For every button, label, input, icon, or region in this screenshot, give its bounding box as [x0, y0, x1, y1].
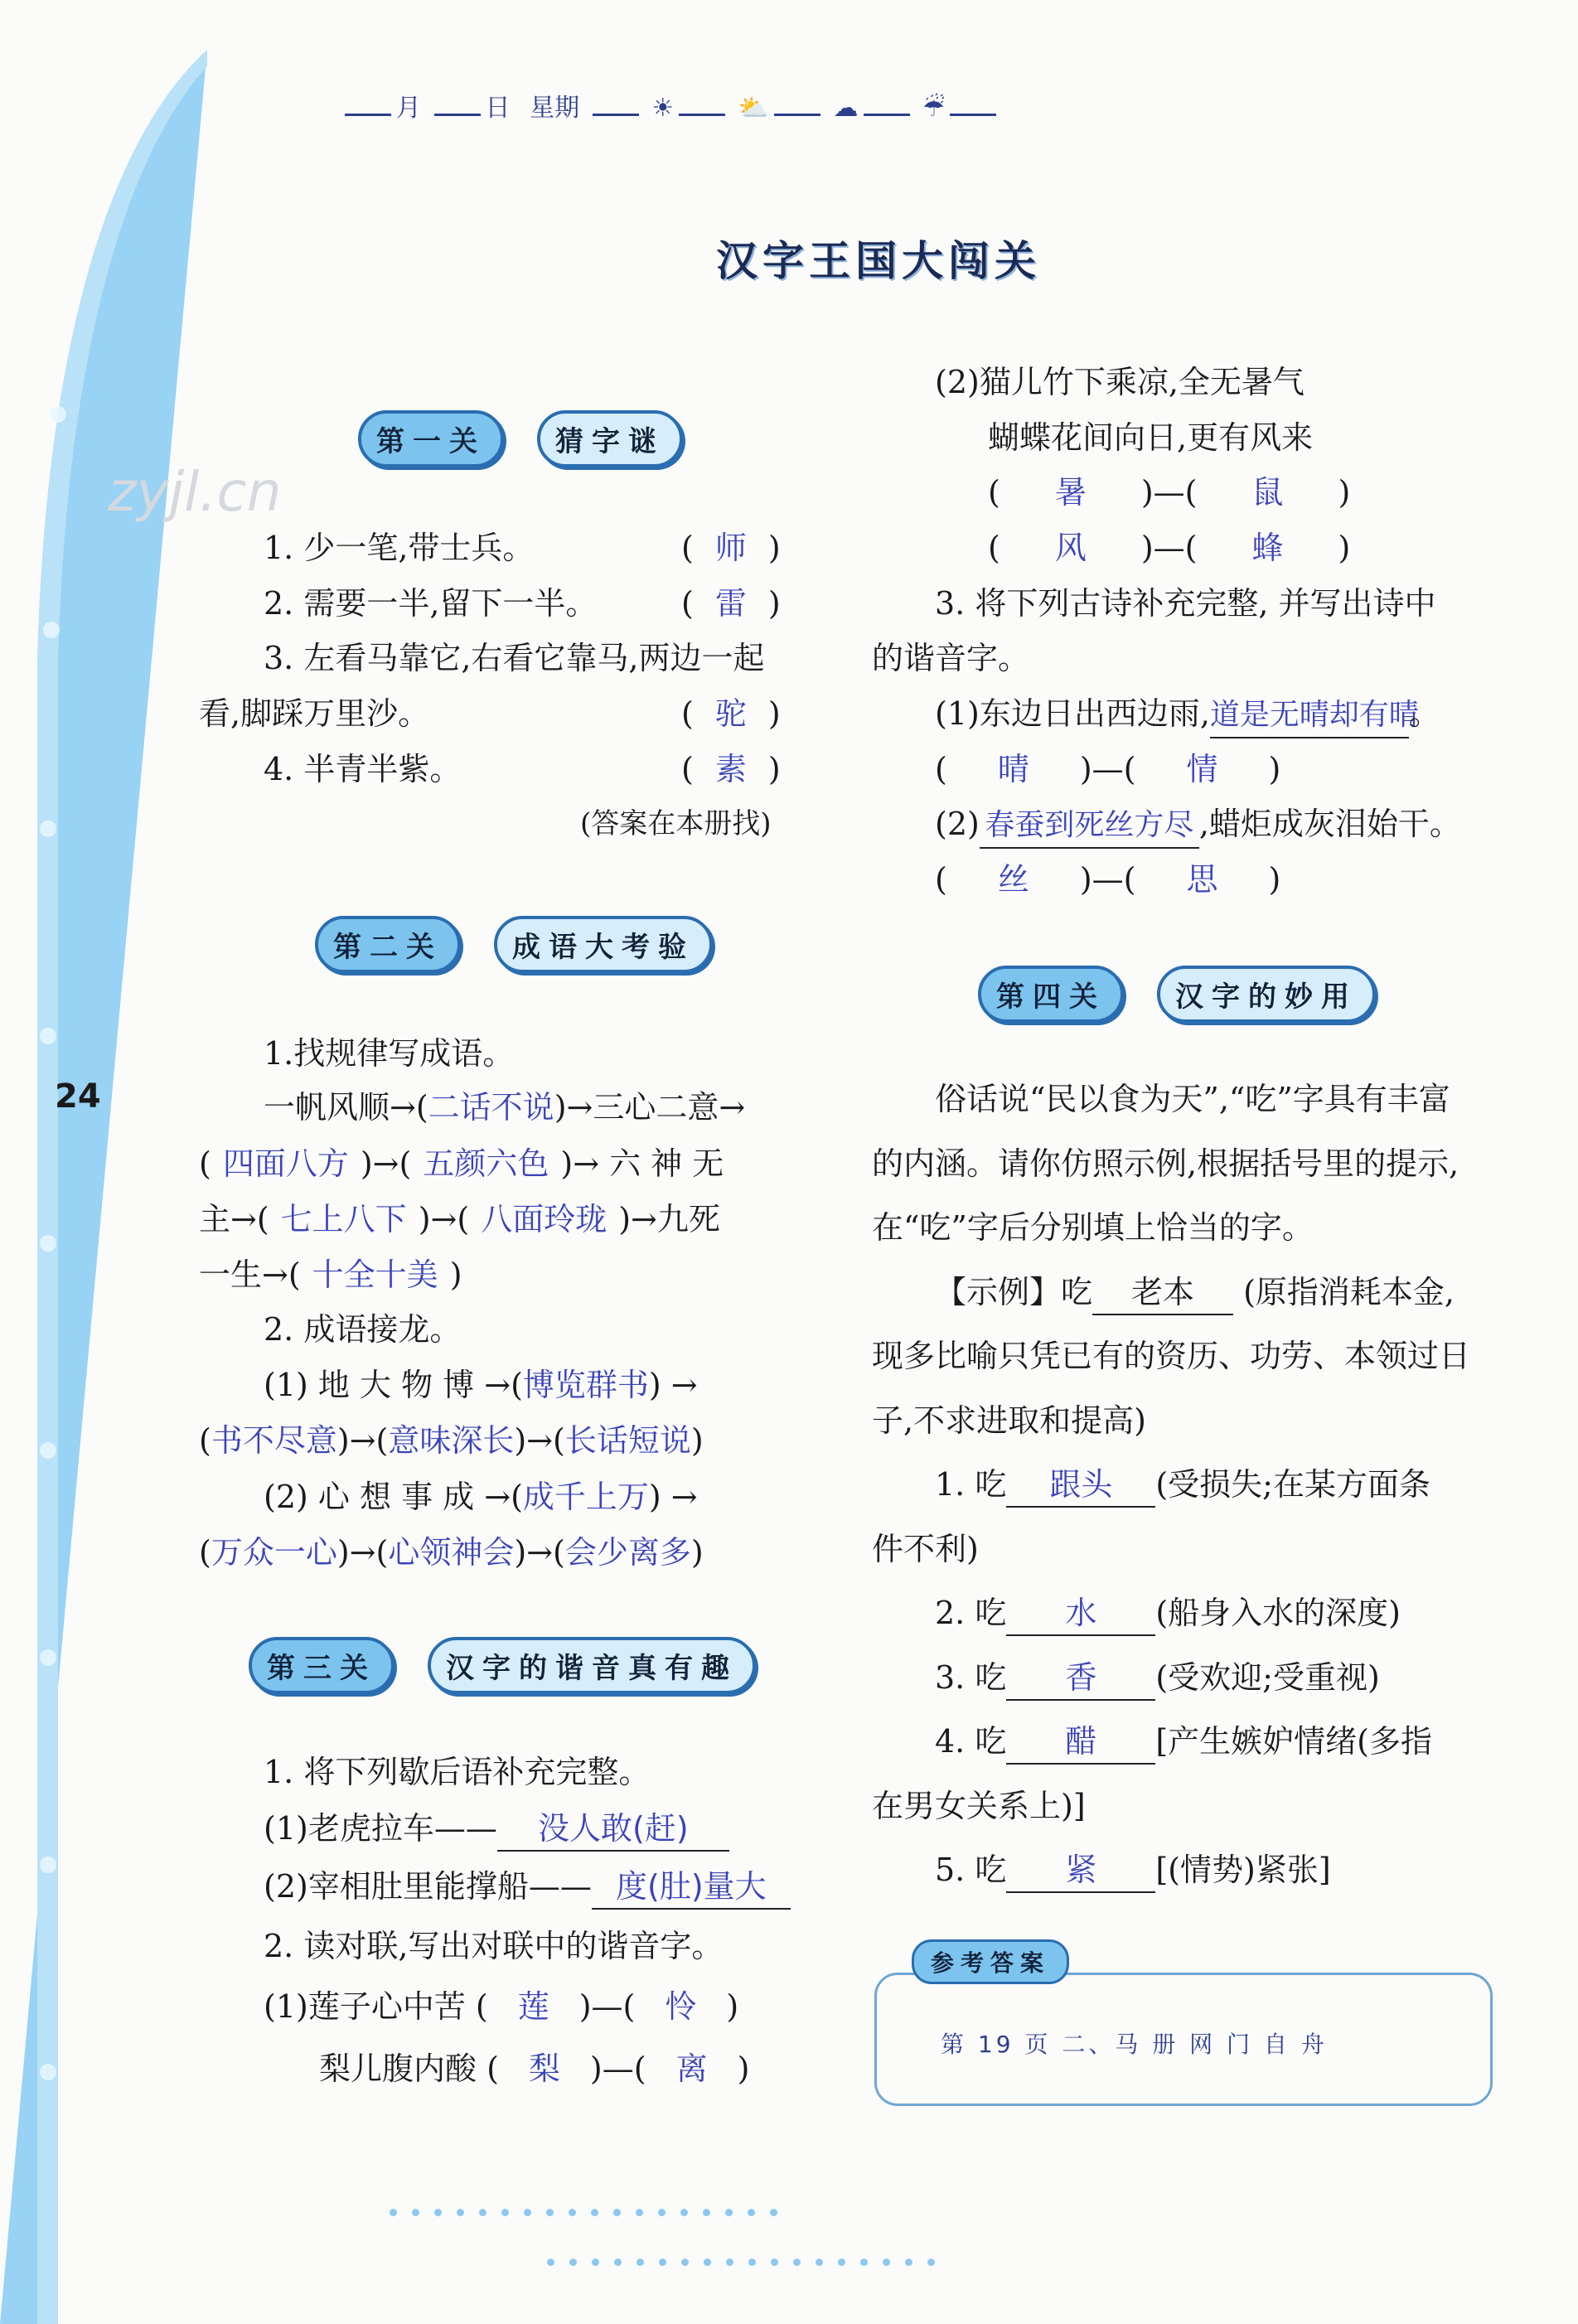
level4-example-row3: 子,不求进取和提高) [872, 1402, 1146, 1439]
text: (1)东边日出西边雨, [935, 695, 1210, 732]
answer-text: 情 [1186, 751, 1218, 787]
level1-q1 [264, 526, 534, 569]
level3-q3-line2: 的谐音字。 [872, 640, 1030, 676]
sun-icon: ☀ [651, 94, 675, 123]
level4-item4-cont: 在男女关系上)] [872, 1788, 1086, 1824]
answer-text: 长话短说 [564, 1422, 691, 1459]
level3-q1-title: 1. 将下列歇后语补充完整。 [264, 1754, 651, 1790]
text: 【示例】吃 [935, 1274, 1093, 1310]
answer-text: 梨 [528, 2050, 560, 2087]
level4-item4 [935, 1720, 1432, 1765]
text: 。 [1408, 695, 1440, 732]
rain-cloud-icon: ☔ [922, 94, 945, 123]
text: 主→( [199, 1201, 269, 1237]
level1-q2 [264, 582, 597, 625]
level4-item3 [935, 1656, 1380, 1701]
level4-intro-2: 的内涵。请你仿照示例,根据括号里的提示, [872, 1145, 1459, 1182]
answer-text: 意味深长 [388, 1422, 515, 1459]
decorative-side-band [0, 0, 207, 2324]
text: (2) [935, 806, 980, 842]
text: (受损失;在某方面条 [1155, 1466, 1430, 1503]
example-answer: 老本 [1092, 1271, 1233, 1315]
level2-q1-row1 [264, 1086, 745, 1129]
text: (原指消耗本金, [1243, 1274, 1455, 1310]
answer-text: 水 [1006, 1591, 1155, 1636]
text: (1) 地 大 物 博 →( [264, 1367, 523, 1403]
level3-q2-2-line2: 蝴蝶花间向日,更有风来 [988, 419, 1314, 456]
text: )—( [1079, 861, 1136, 898]
level2-q1-title: 1.找规律写成语。 [264, 1035, 515, 1072]
level2-q1-row2: ( 四面八方 )→( 五颜六色 )→ 六 神 无 [199, 1145, 724, 1182]
text: (2) 心 想 事 成 →( [264, 1479, 523, 1515]
answer-text: 怜 [665, 1988, 697, 2025]
text: [产生嫉妒情绪(多指 [1155, 1723, 1432, 1760]
level1-label: 第一关 [358, 410, 504, 467]
date-weather-header [340, 87, 1001, 123]
text: )—( [578, 1988, 636, 2025]
level1-q3-line2: 看,脚踩万里沙。 [199, 695, 430, 732]
text: 5. 吃 [935, 1852, 1007, 1888]
level3-q2-title: 2. 读对联,写出对联中的谐音字。 [264, 1928, 724, 1964]
text: → 六 神 无 [573, 1145, 724, 1182]
text: 一生→( [199, 1256, 301, 1293]
answer-text: 春蚕到死丝方尽 [980, 804, 1199, 849]
level2-q2-1-row2: (书不尽意)→(意味深长)→(长话短说) [199, 1422, 704, 1459]
answer-text: 心领神会 [388, 1534, 515, 1571]
text: 梨儿腹内酸 [319, 2050, 477, 2087]
answer-text: 七上八下 [280, 1201, 407, 1237]
level1-topic: 猜字谜 [537, 410, 683, 467]
answer-text: 十全十美 [312, 1256, 438, 1293]
level2-banner [315, 916, 713, 973]
text: 3. 吃 [935, 1659, 1007, 1696]
level4-banner [978, 966, 1376, 1023]
answer-text: 跟头 [1006, 1463, 1155, 1508]
question-text: 2. 需要一半,留下一半。 [264, 585, 598, 622]
text: [(情势)紧张] [1155, 1852, 1331, 1888]
answer-text: 道是无晴却有晴 [1210, 694, 1409, 738]
month-label: 月 [396, 94, 421, 123]
level4-intro-3: 在“吃”字后分别填上恰当的字。 [872, 1209, 1314, 1246]
answer-text: 书不尽意 [211, 1422, 337, 1459]
partly-sunny-icon: ⛅ [738, 94, 769, 123]
text: )—( [1140, 530, 1198, 566]
answer-text: 驼 [714, 695, 747, 732]
level3-label: 第三关 [249, 1637, 394, 1694]
answer-text: 醋 [1006, 1720, 1155, 1765]
level1-q1-answer: ( 师 ) [681, 526, 781, 569]
level3-banner [249, 1637, 756, 1694]
reference-answer-text: 第 19 页 二、马 册 网 门 自 舟 [941, 2031, 1328, 2058]
text: )—( [589, 2050, 646, 2087]
level2-q2-title: 2. 成语接龙。 [264, 1311, 462, 1348]
level4-item1 [935, 1463, 1430, 1508]
page-number: 24 [55, 1077, 101, 1116]
level4-intro-1: 俗话说“民以食为天”,“吃”字具有丰富 [935, 1081, 1450, 1117]
level1-q4: 4. 半青半紫。 [264, 751, 462, 787]
answer-text: 八面玲珑 [481, 1201, 607, 1237]
text: )→九死 [618, 1201, 720, 1237]
answer-text: 鼠 [1251, 474, 1284, 511]
text: 4. 吃 [935, 1723, 1007, 1760]
answer-text: 蜂 [1251, 530, 1284, 566]
level2-q2-2-row2: (万众一心)→(心领神会)→(会少离多) [199, 1534, 704, 1571]
level3-q3-line1: 3. 将下列古诗补充完整, 并写出诗中 [935, 585, 1436, 622]
watermark: zyjl.cn [108, 460, 282, 524]
level2-q1-row4: 一生→( 十全十美 ) [199, 1256, 462, 1293]
level4-item2 [935, 1591, 1401, 1636]
level3-q3-1-chars: ( 晴 )—( 情 ) [935, 748, 1280, 791]
question-text: 1. 少一笔,带士兵。 [264, 530, 535, 566]
text: (船身入水的深度) [1155, 1595, 1401, 1631]
weekday-label: 星期 [530, 94, 580, 123]
text: )→三心二意→ [554, 1089, 746, 1126]
level4-item5 [935, 1848, 1331, 1893]
page-title: 汉字王国大闯关 [716, 237, 1041, 285]
answer-text: 师 [714, 530, 747, 566]
answer-text: 晴 [997, 751, 1029, 787]
answer-text: 风 [1054, 530, 1087, 566]
text: (1)莲子心中苦 [264, 1988, 466, 2025]
answer-text: 雷 [714, 585, 747, 622]
level1-q2-answer: ( 雷 ) [681, 582, 781, 625]
level1-banner [358, 410, 683, 467]
answer-text: 莲 [517, 1988, 549, 2025]
level1-q3-line1: 3. 左看马靠它,右看它靠马,两边一起 [264, 640, 765, 676]
answer-text: 二话不说 [428, 1089, 554, 1126]
text: 1. 吃 [935, 1466, 1007, 1503]
level4-item1-cont: 件不利) [872, 1531, 979, 1567]
level3-q2-2-answer1: ( 暑 )—( 鼠 ) [988, 471, 1350, 514]
text: (1)老虎拉车—— [264, 1810, 497, 1847]
text: )—( [1079, 751, 1136, 787]
answer-text: 四面八方 [222, 1145, 349, 1182]
level4-label: 第四关 [978, 966, 1124, 1023]
answer-text: 丝 [997, 861, 1029, 898]
level1-q4-answer: ( 素 ) [681, 748, 781, 791]
answer-text: 暑 [1054, 474, 1087, 511]
level3-q1-1 [264, 1807, 729, 1852]
decorative-dots-row2 [547, 2259, 935, 2266]
answer-text: 没人敢(赶) [497, 1807, 729, 1852]
answer-text: 成千上万 [522, 1479, 649, 1515]
answer-text: 五颜六色 [423, 1145, 549, 1182]
answer-text: 离 [675, 2050, 708, 2087]
level4-example-row2: 现多比喻只凭已有的资历、功劳、本领过日 [872, 1338, 1471, 1374]
day-label: 日 [485, 94, 511, 123]
level3-q2-2-line1: (2)猫儿竹下乘凉,全无暑气 [935, 364, 1305, 400]
level3-q2-1-row1: (1)莲子心中苦 ( 莲 )—( 怜 ) [264, 1985, 738, 2028]
answer-text: 思 [1186, 861, 1218, 898]
answer-text: 香 [1006, 1656, 1155, 1701]
level3-q3-2 [935, 802, 1461, 849]
cloud-icon: ☁ [833, 94, 859, 123]
level3-q2-1-row2: 梨儿腹内酸 ( 梨 )—( 离 ) [319, 2047, 749, 2090]
level1-note: (答案在本册找) [580, 807, 772, 840]
level3-topic: 汉字的谐音真有趣 [428, 1637, 756, 1694]
level2-topic: 成语大考验 [494, 916, 713, 973]
text: (2)宰相肚里能撑船—— [264, 1868, 592, 1905]
answer-text: 博览群书 [522, 1367, 649, 1403]
text: )—( [1140, 474, 1198, 511]
answer-text: 会少离多 [564, 1534, 691, 1571]
reference-answer-tag: 参考答案 [912, 1939, 1069, 1984]
text: 一帆风顺→( [264, 1089, 428, 1126]
level4-example-row1 [935, 1271, 1455, 1315]
answer-text: 素 [714, 751, 747, 787]
answer-text: 紧 [1006, 1848, 1155, 1893]
level3-q1-2 [264, 1865, 791, 1910]
level2-q1-row3: 主→( 七上八下 )→( 八面玲珑 )→九死 [199, 1201, 720, 1237]
text: 2. 吃 [935, 1595, 1007, 1631]
level3-q2-2-answer2: ( 风 )—( 蜂 ) [988, 526, 1350, 569]
answer-text: 万众一心 [211, 1534, 337, 1571]
level2-label: 第二关 [315, 916, 461, 973]
decorative-dots-row1 [390, 2209, 777, 2216]
text: (受欢迎;受重视) [1155, 1659, 1380, 1696]
level3-q3-2-chars: ( 丝 )—( 思 ) [935, 858, 1280, 901]
text: ,蜡炬成灰泪始干。 [1198, 806, 1461, 842]
answer-text: 度(肚)量大 [592, 1865, 791, 1910]
level2-q2-2-row1: (2) 心 想 事 成 →(成千上万) → [264, 1479, 698, 1515]
level3-q3-1 [935, 692, 1440, 738]
level4-topic: 汉字的妙用 [1157, 966, 1376, 1023]
level1-q3-answer: ( 驼 ) [681, 692, 781, 735]
level2-q2-1-row1: (1) 地 大 物 博 →(博览群书) → [264, 1367, 698, 1403]
